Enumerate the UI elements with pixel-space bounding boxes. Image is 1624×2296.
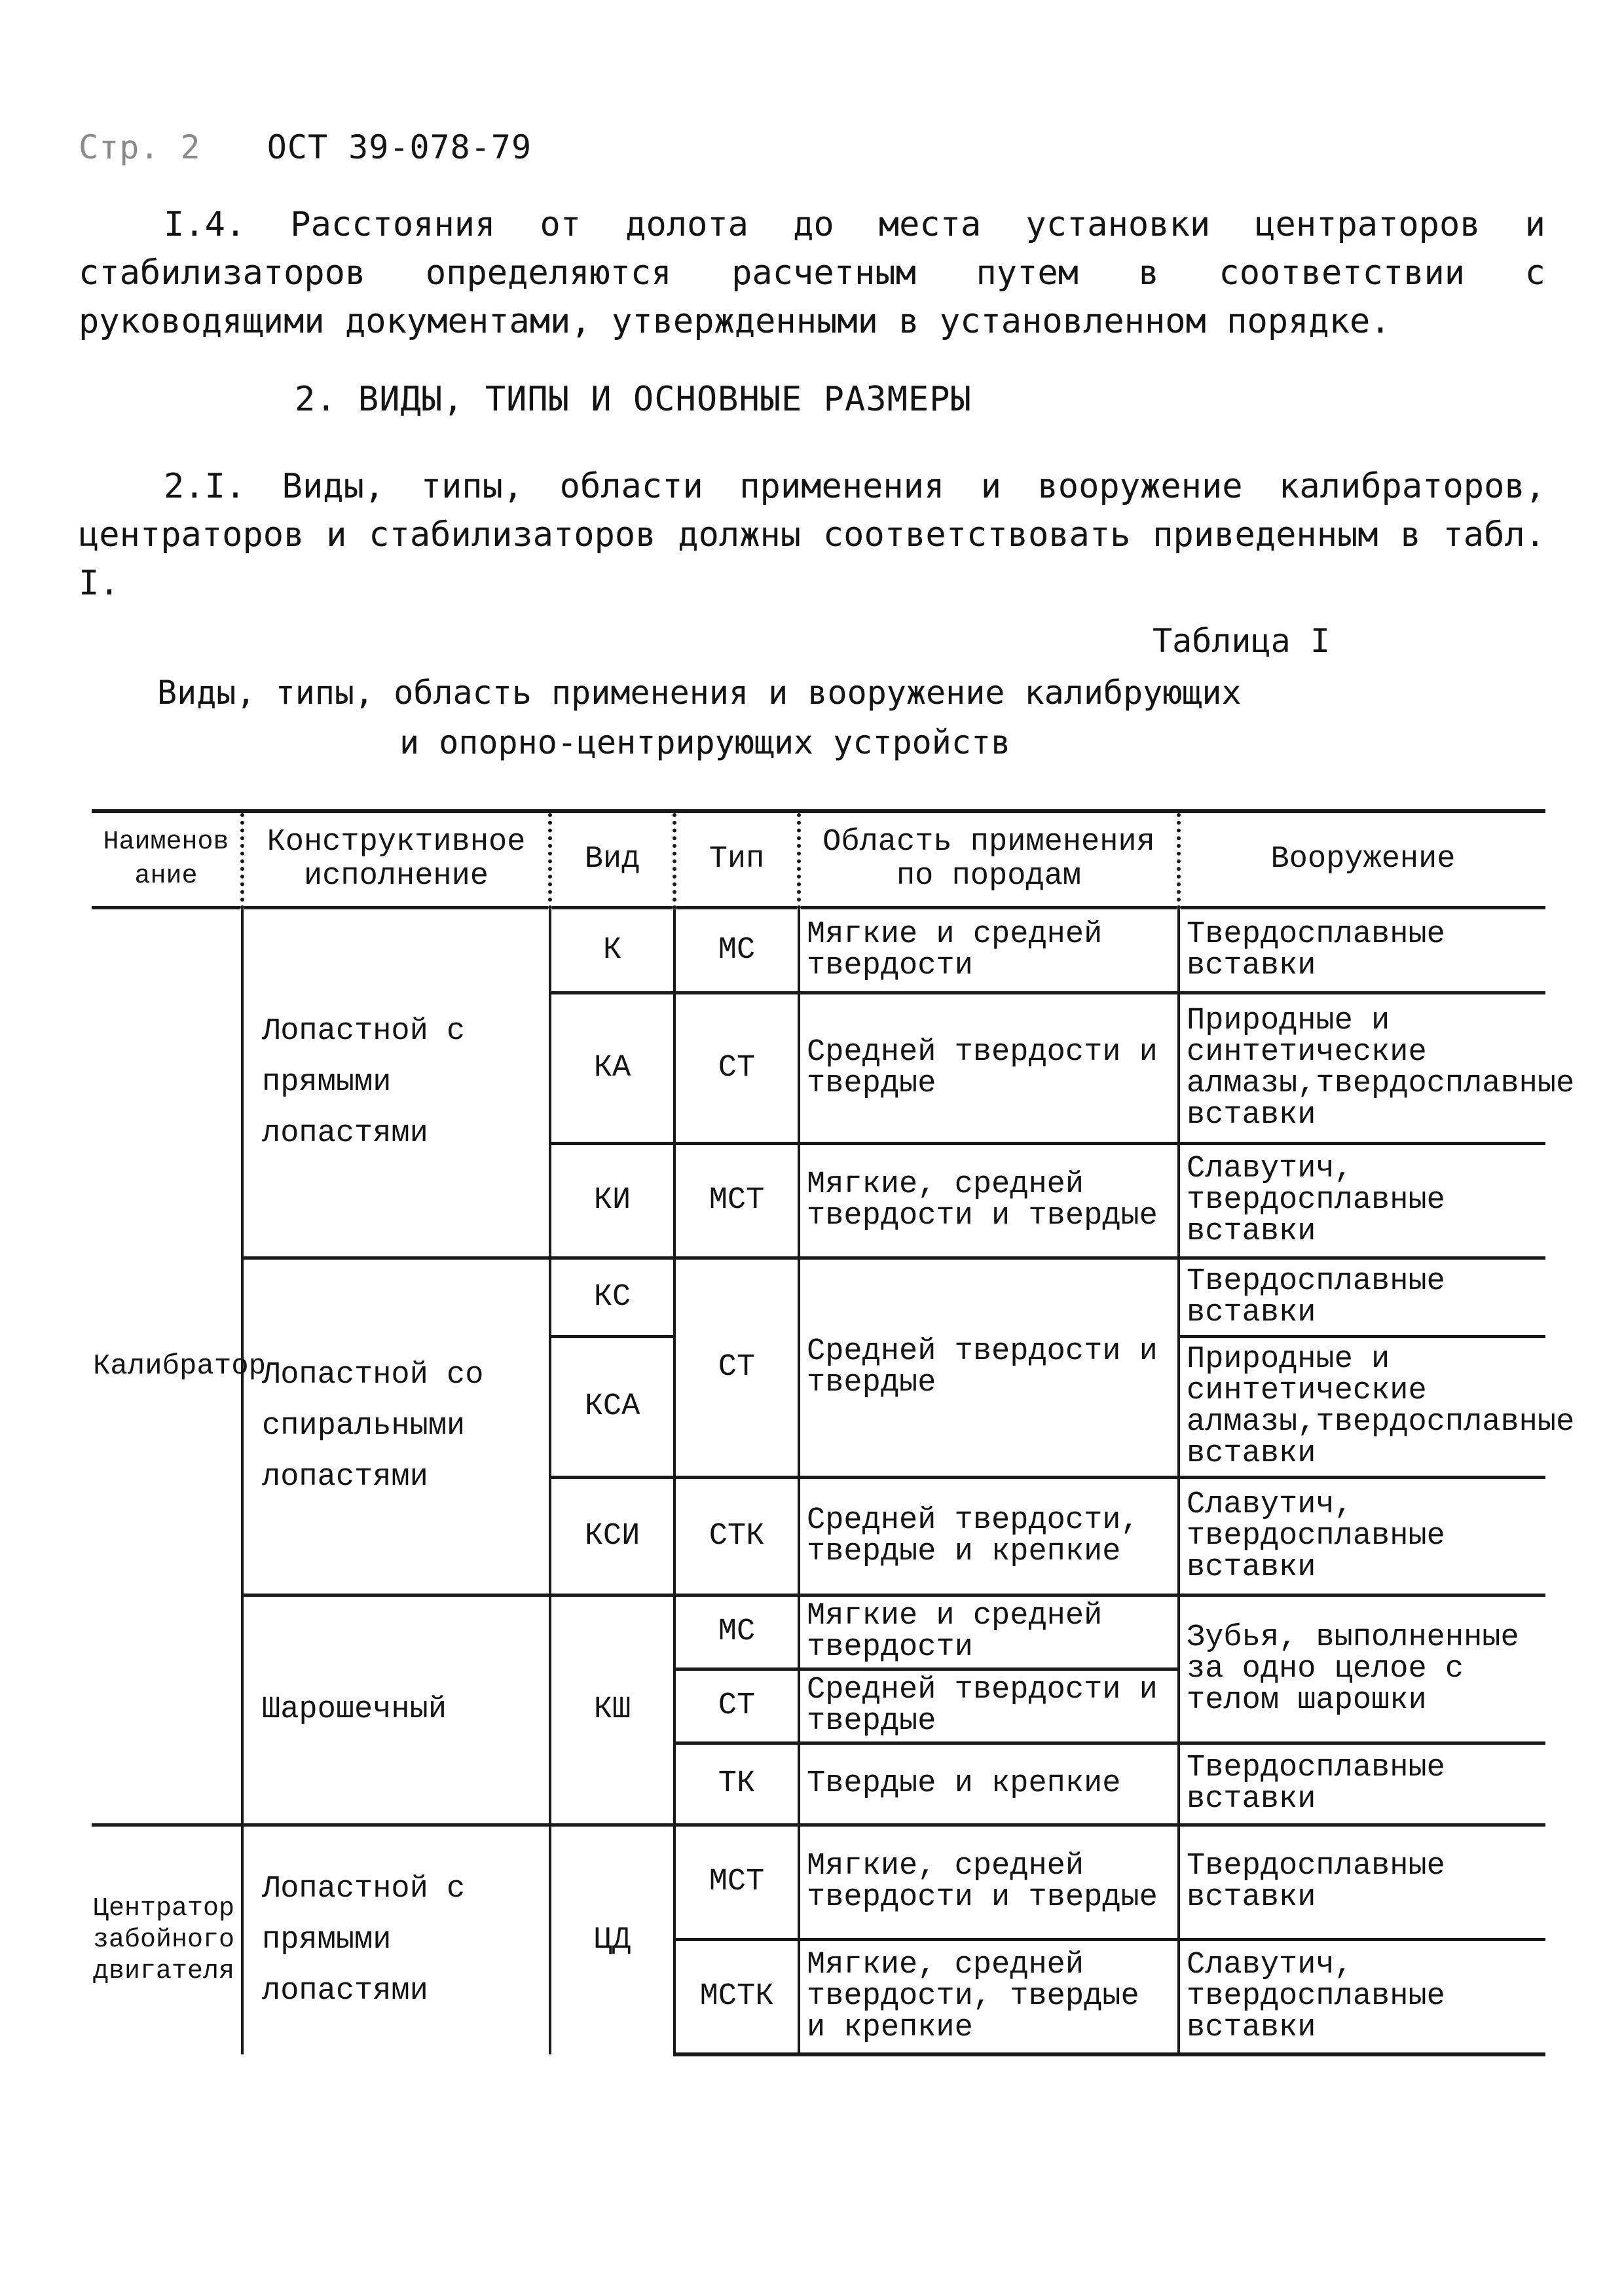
document-code: ОСТ 39-078-79 [267, 128, 532, 166]
rocks-cell: Средней твердости и твердые [799, 1258, 1179, 1478]
armament-cell: Славутич, твердосплавные вставки [1179, 1144, 1545, 1258]
rocks-cell: Средней твердости и твердые [799, 993, 1179, 1144]
design-spiral-blade: Лопастной со спиральными лопастями [242, 1258, 550, 1595]
rocks-cell: Средней твердости, твердые и крепкие [799, 1478, 1179, 1595]
page-number: Стр. 2 [79, 128, 201, 166]
type-cell: СТ [674, 993, 799, 1144]
design-straight-blade: Лопастной с прямыми лопастями [242, 908, 550, 1258]
armament-cell: Зубья, выполненные за одно целое с телом шарошки [1179, 1595, 1545, 1743]
header-name: Наименование [92, 811, 242, 908]
table-caption [157, 668, 1270, 767]
armament-cell: Твердосплавные вставки [1179, 1743, 1545, 1825]
type-cell: МСТК [674, 1940, 799, 2054]
type-cell: МС [674, 1595, 799, 1669]
header-type: Тип [674, 811, 799, 908]
rocks-cell: Мягкие, средней твердости и твердые [799, 1825, 1179, 1940]
armament-cell: Твердосплавные вставки [1179, 1825, 1545, 1940]
type-cell: СТ [674, 1669, 799, 1743]
header-rocks: Область применения по породам [799, 811, 1179, 908]
kind-cell: КСИ [550, 1478, 674, 1595]
kind-cell: КС [550, 1258, 674, 1337]
paragraph-2-1-text: 2.I. Виды, типы, области применения и вооружение калибраторов, центраторов и стабилизаторов должны соответствовать приведенным в табл. I. [79, 467, 1545, 603]
kind-cell: КСА [550, 1337, 674, 1478]
type-cell: СТК [674, 1478, 799, 1595]
page-header [79, 128, 532, 166]
type-cell: МСТ [674, 1825, 799, 1940]
armament-cell: Твердосплавные вставки [1179, 1258, 1545, 1337]
table-caption-line2: и опорно-центрирующих устройств [399, 723, 1011, 761]
paragraph-2-1 [79, 462, 1545, 608]
rocks-cell: Твердые и крепкие [799, 1743, 1179, 1825]
paragraph-1-4-text: I.4. Расстояния от долота до места установки центраторов и стабилизаторов определяются расчетным путем в соответствии с руководящими документами, утвержденными в установленном порядке. [79, 205, 1545, 341]
armament-cell: Славутич, твердосплавные вставки [1179, 1478, 1545, 1595]
type-cell: МС [674, 908, 799, 993]
kind-cell: КИ [550, 1144, 674, 1258]
kind-cell: ЦД [550, 1825, 674, 2054]
group-calibrator: Калибратор [93, 1350, 267, 1383]
table-label: Таблица I [1153, 622, 1330, 660]
kind-cell: КШ [550, 1595, 674, 1825]
type-cell: ТК [674, 1743, 799, 1825]
table-row [92, 1825, 1545, 1940]
rocks-cell: Мягкие и средней твердости [799, 1595, 1179, 1669]
type-cell: МСТ [674, 1144, 799, 1258]
rocks-cell: Мягкие, средней твердости, твердые и крепкие [799, 1940, 1179, 2054]
header-kind: Вид [550, 811, 674, 908]
table-caption-line1: Виды, типы, область применения и вооружение калибрующих [157, 674, 1242, 712]
armament-cell: Природные и синтетические алмазы,твердосплавные вставки [1179, 993, 1545, 1144]
type-cell: СТ [674, 1258, 799, 1478]
table-row [92, 908, 1545, 993]
kind-cell: КА [550, 993, 674, 1144]
table-header-row [92, 811, 1545, 908]
paragraph-1-4 [79, 200, 1545, 346]
header-armament: Вооружение [1179, 811, 1545, 908]
armament-cell: Славутич, твердосплавные вставки [1179, 1940, 1545, 2054]
rocks-cell: Мягкие, средней твердости и твердые [799, 1144, 1179, 1258]
kind-cell: К [550, 908, 674, 993]
design-straight-blade-2: Лопастной с прямыми лопастями [242, 1825, 550, 2054]
rocks-cell: Мягкие и средней твердости [799, 908, 1179, 993]
table-row [92, 1258, 1545, 1337]
armament-cell: Природные и синтетические алмазы,твердосплавные вставки [1179, 1337, 1545, 1478]
design-roller: Шарошечный [242, 1595, 550, 1825]
table-row [92, 1595, 1545, 1669]
rocks-cell: Средней твердости и твердые [799, 1669, 1179, 1743]
spec-table [92, 809, 1575, 2056]
section-title: 2. ВИДЫ, ТИПЫ И ОСНОВНЫЕ РАЗМЕРЫ [295, 380, 972, 419]
group-centrator: Центратор забойного двигателя [92, 1825, 242, 2054]
header-design: Конструктивное исполнение [242, 811, 550, 908]
armament-cell: Твердосплавные вставки [1179, 908, 1545, 993]
